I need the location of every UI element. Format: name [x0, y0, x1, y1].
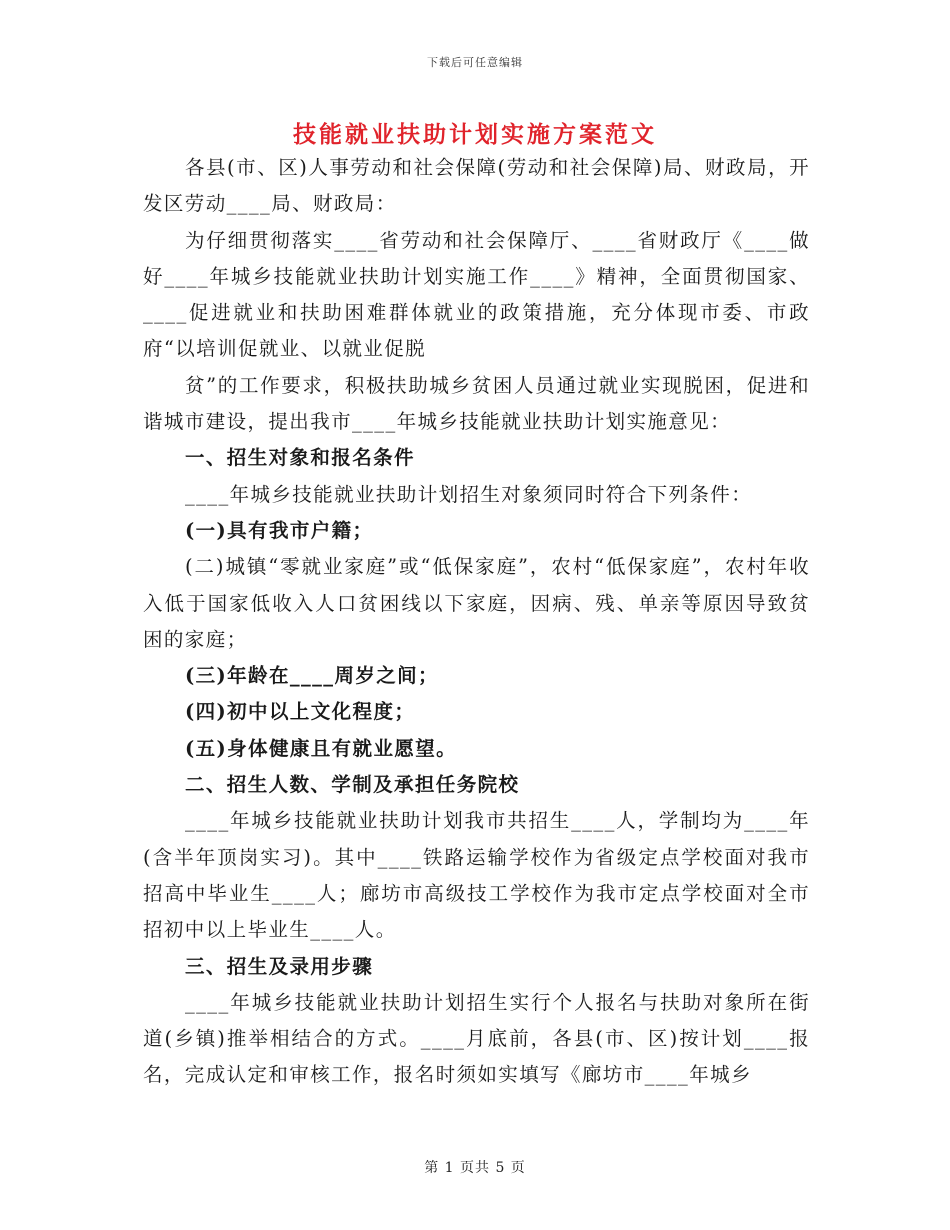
section-heading-3: 三、招生及录用步骤: [185, 954, 374, 978]
paragraph-intro: 为仔细贯彻落实____省劳动和社会保障厅、____省财政厅《____做好____年城乡技能就业扶助计划实施工作____》精神，全面贯彻国家、____促进就业和扶助困难群体就业的政策措施，充分体现市委、市政府“以培训促就业、以就业促脱: [143, 228, 810, 361]
paragraph-intro-continued: 贫”的工作要求，积极扶助城乡贫困人员通过就业实现脱困，促进和谐城市建设，提出我市____年城乡技能就业扶助计划实施意见：: [143, 373, 810, 434]
condition-item-3: (三)年龄在____周岁之间；: [185, 664, 439, 688]
paragraph-salutation: 各县(市、区)人事劳动和社会保障(劳动和社会保障)局、财政局，开发区劳动____局、财政局：: [143, 156, 810, 216]
condition-item-5: (五)身体健康且有就业愿望。: [185, 736, 458, 760]
document-body: [143, 150, 810, 1094]
condition-item-2: (二)城镇“零就业家庭”或“低保家庭”，农村“低保家庭”，农村年收入低于国家低收入人口贫困线以下家庭，因病、残、单亲等原因导致贫困的家庭；: [143, 555, 810, 651]
condition-item-1: (一)具有我市户籍；: [185, 518, 374, 542]
section-heading-2: 二、招生人数、学制及承担任务院校: [185, 773, 520, 797]
document-title: 技能就业扶助计划实施方案范文: [293, 121, 657, 148]
condition-item-4: (四)初中以上文化程度；: [185, 700, 416, 724]
paragraph-procedure: ____年城乡技能就业扶助计划招生实行个人报名与扶助对象所在街道(乡镇)推举相结合的方式。____月底前，各县(市、区)按计划____报名，完成认定和审核工作，报名时须如实填写《廊坊市____年城乡: [143, 990, 810, 1087]
header-note: 下载后可任意编辑: [427, 56, 523, 69]
page-footer: 第 1 页共 5 页: [424, 1160, 526, 1176]
paragraph-conditions-lead: ____年城乡技能就业扶助计划招生对象须同时符合下列条件：: [185, 482, 753, 506]
section-heading-1: 一、招生对象和报名条件: [185, 446, 415, 470]
paragraph-enrollment: ____年城乡技能就业扶助计划我市共招生____人，学制均为____年(含半年顶岗实习)。其中____铁路运输学校作为省级定点学校面对我市招高中毕业生____人；廊坊市高级技工学校作为我市定点学校面对全市招初中以上毕业生____人。: [143, 809, 810, 942]
